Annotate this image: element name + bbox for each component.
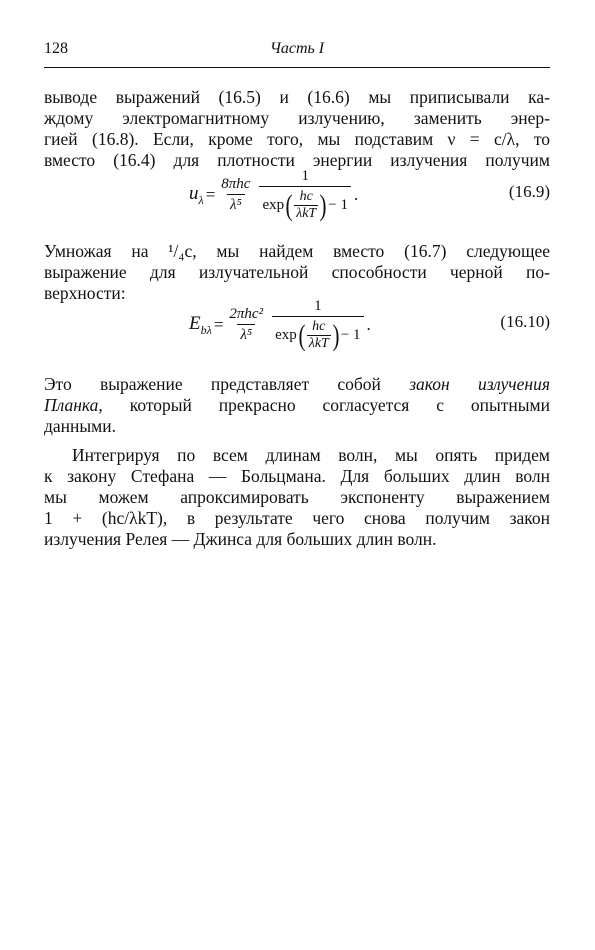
text-line: мы можем апроксимировать экспоненту выражением [44, 487, 550, 507]
equation-lhs [189, 313, 212, 338]
italic-term: закон излучения [409, 374, 550, 394]
text-line [44, 374, 550, 395]
text-line: излучения Релея — Джинса для больших длин волн. [44, 529, 437, 549]
text-line: данными. [44, 416, 116, 436]
text-run: который прекрасно согласуется с опытными [102, 395, 550, 415]
text-line: к закону Стефана — Больцмана. Для больших длин волн [44, 466, 550, 486]
inner-denominator: λkT [296, 206, 317, 221]
inner-fraction [307, 319, 331, 352]
equals-sign: = [213, 315, 224, 334]
lhs-symbol: E [189, 312, 201, 334]
page-header [44, 40, 550, 62]
denominator: λ⁵ [237, 324, 255, 344]
equation-number: (16.10) [500, 312, 550, 331]
left-paren: ( [285, 188, 293, 222]
numerator: 8πhc [221, 176, 251, 192]
end-punct: . [353, 185, 359, 204]
equation-number: (16.9) [508, 182, 550, 201]
left-paren: ( [298, 318, 306, 352]
minus-one: − 1 [328, 197, 348, 213]
running-title: Часть I [269, 40, 325, 57]
text-run: Это выражение представляет собой [44, 374, 410, 394]
minus-one: − 1 [340, 327, 361, 343]
text-line: ждому электромагнитному излучению, заменить энер- [44, 108, 550, 128]
denominator [272, 316, 363, 352]
right-paren: ) [319, 188, 327, 222]
paragraph-4 [44, 445, 550, 550]
exp-label: exp [275, 327, 297, 343]
denominator: λ⁵ [227, 194, 245, 214]
text-line: 1 + (hc/λkT), в результате чего снова получим закон [44, 508, 550, 528]
equals-sign: = [205, 185, 216, 204]
paragraph-3 [44, 374, 550, 437]
inner-numerator: hc [299, 189, 313, 204]
lhs-subscript: bλ [200, 322, 212, 337]
text-line: гией (16.8). Если, кроме того, мы подставим ν = c/λ, то [44, 129, 550, 149]
inner-fraction [294, 189, 318, 222]
exp-label: exp [262, 197, 285, 213]
fraction [218, 176, 253, 214]
text-line: Интегрируя по всем длинам волн, мы опять придем [72, 445, 550, 465]
text-line: выводе выражений (16.5) и (16.6) мы приписывали ка- [44, 87, 550, 107]
text-line: верхности: [44, 283, 126, 303]
text-line: вместо (16.4) для плотности энергии излучения получим [44, 150, 550, 170]
paragraph-1 [44, 87, 550, 171]
equation-16-10 [44, 298, 550, 358]
page-number: 128 [44, 40, 68, 57]
text-line: выражение для излучательной способности черной по- [44, 262, 550, 282]
text-line [44, 395, 550, 416]
lhs-subscript: λ [198, 192, 204, 207]
inner-numerator: hc [312, 319, 326, 334]
end-punct: . [366, 315, 371, 334]
numerator: 1 [301, 168, 309, 184]
fraction [272, 298, 363, 352]
text-line: Умножая на ¹/₄c, мы найдем вместо (16.7) следующее [44, 241, 550, 261]
header-rule [44, 67, 550, 68]
numerator: 2πhc² [229, 306, 264, 322]
lhs-symbol: u [189, 182, 199, 204]
denominator [259, 186, 350, 222]
fraction [226, 306, 266, 344]
inner-denominator: λkT [308, 336, 329, 351]
paragraph-2 [44, 241, 550, 304]
italic-term: Планка, [44, 395, 103, 415]
fraction [259, 168, 350, 222]
equation-lhs [189, 183, 204, 208]
numerator: 1 [314, 298, 322, 314]
right-paren: ) [332, 318, 340, 352]
equation-body [189, 298, 371, 352]
equation-16-9 [44, 168, 550, 228]
equation-body [189, 168, 358, 222]
